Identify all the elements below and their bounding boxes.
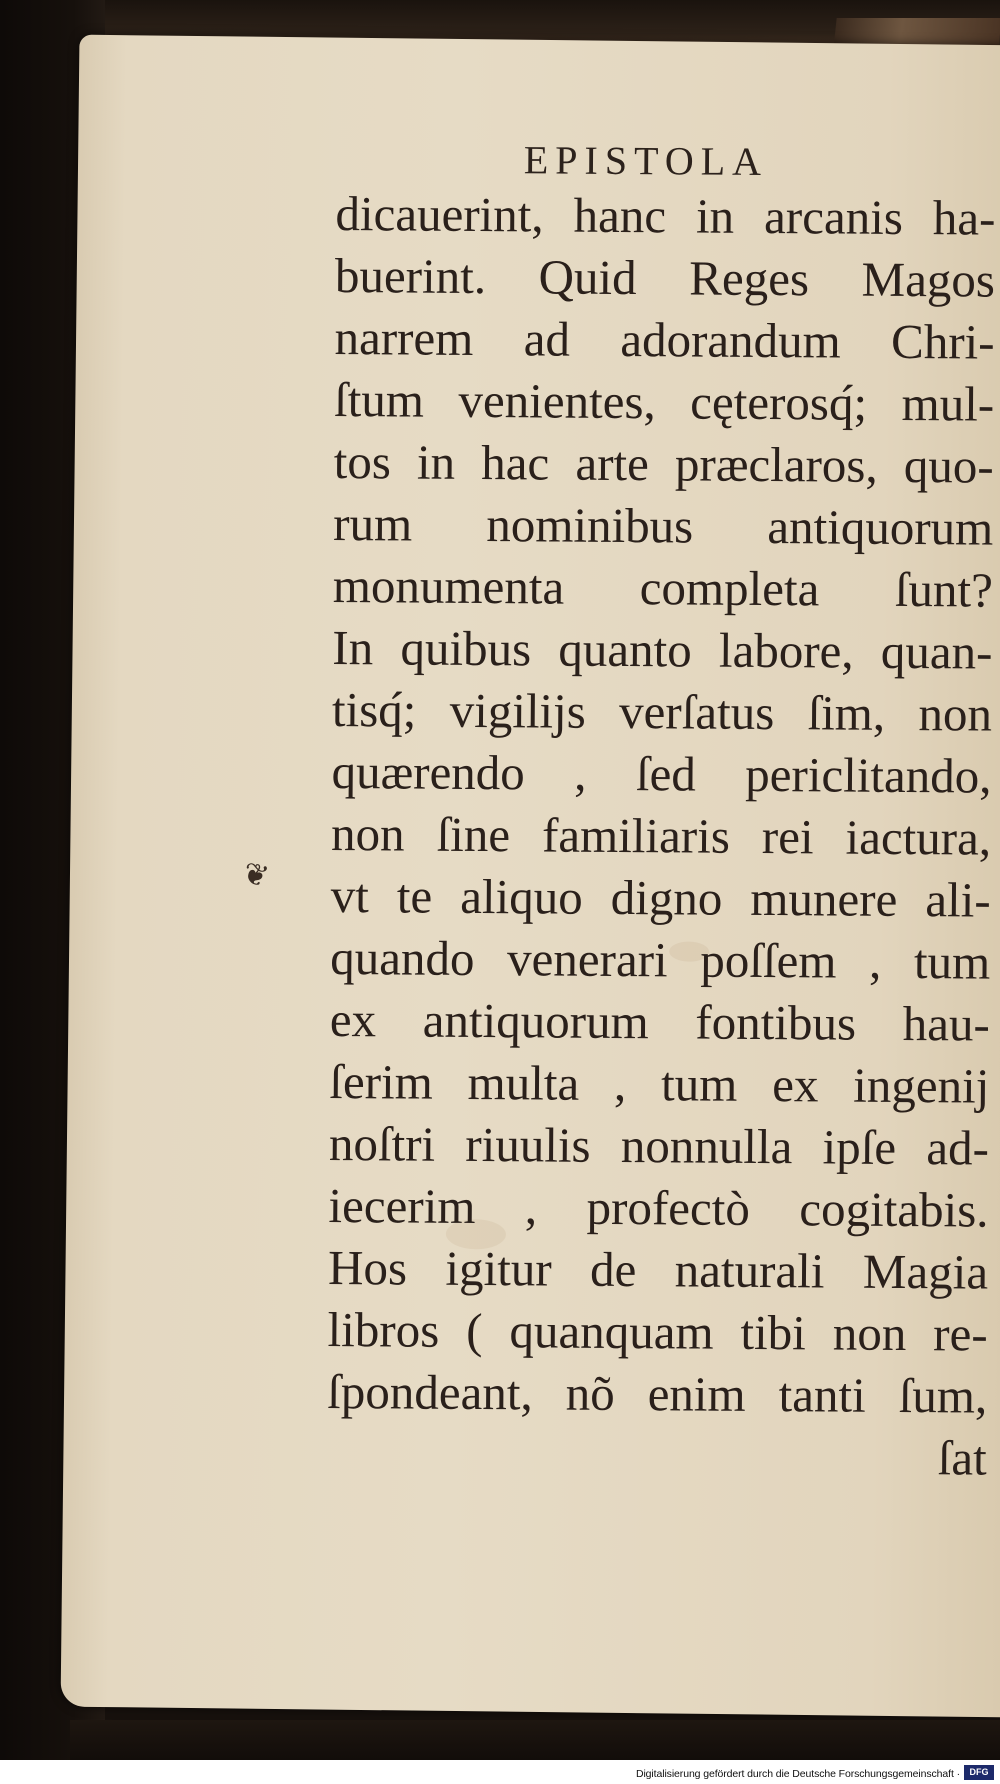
text-line: non ſine familiaris rei iactura,: [330, 805, 992, 866]
text-line: narrem ad adorandum Chri-: [334, 309, 995, 370]
text-line: ex antiquorum fontibus hau-: [329, 991, 991, 1052]
text-line: ſpondeant, nõ enim tanti ſum,: [327, 1363, 988, 1424]
text-line: Hos igitur de naturali Magia: [327, 1239, 989, 1300]
text-line: quærendo , ſed periclitando,: [331, 743, 992, 804]
page-text-block: [327, 135, 1000, 1490]
bottom-page-edge: [70, 1720, 1000, 1760]
text-line: dicauerint, hanc in arcanis ha-: [335, 185, 996, 246]
text-line: tos in hac arte præclaros, quo-: [333, 433, 994, 494]
text-line: vt te aliquo digno munere ali-: [330, 867, 991, 928]
text-line: quando venerari poſſem , tum: [330, 929, 991, 990]
catchword: ſat: [937, 1430, 987, 1486]
text-line: noſtri riuulis nonnulla ipſe ad-: [328, 1115, 990, 1176]
running-head: EPISTOLA: [523, 137, 769, 185]
margin-mark: ❦: [238, 855, 273, 896]
text-line: tisq́; vigilijs verſatus ſim, non: [331, 681, 993, 742]
text-line: buerint. Quid Reges Magos: [334, 247, 996, 308]
text-line: ſtum venientes, cęterosq́; mul-: [333, 371, 995, 432]
text-line: libros ( quanquam tibi non re-: [327, 1301, 988, 1362]
text-line: In quibus quanto labore, quan-: [332, 619, 993, 680]
text-line: ſerim multa , tum ex ingenij: [329, 1053, 990, 1114]
digitization-footer: [0, 1760, 1000, 1784]
funding-credit: Digitalisierung gefördert durch die Deutsche Forschungsgemeinschaft ·: [635, 1768, 960, 1780]
text-line: rum nominibus antiquorum: [333, 495, 994, 556]
dfg-logo: DFG: [964, 1765, 994, 1780]
text-line: iecerim , profectò cogitabis.: [328, 1177, 989, 1238]
text-line: monumenta completa ſunt?: [332, 557, 994, 618]
